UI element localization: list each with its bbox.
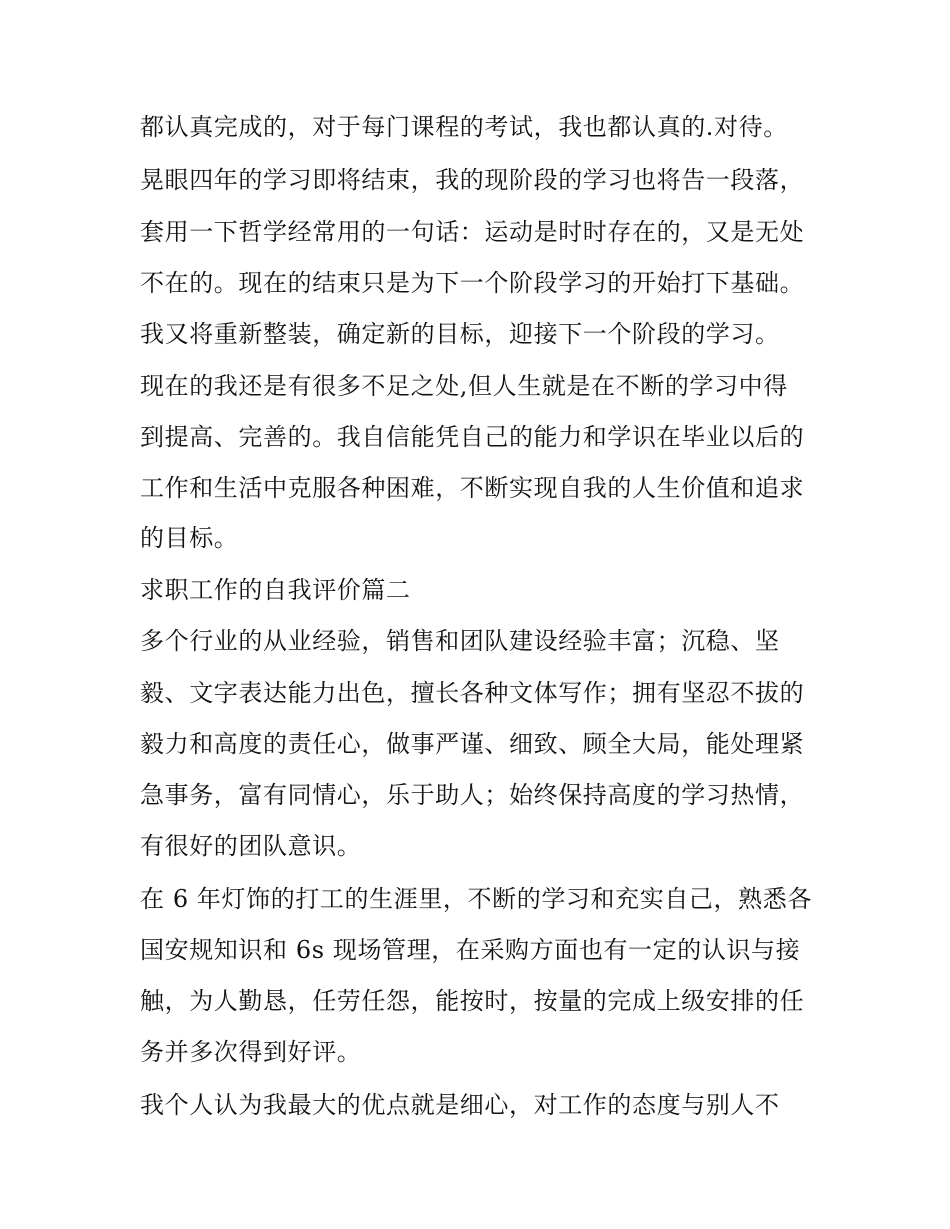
text-line: 毅、文字表达能力出色，擅长各种文体写作；拥有坚忍不拔的 <box>140 679 805 707</box>
text-line: 有很好的团队意识。 <box>140 832 362 860</box>
text-line: 急事务，富有同情心，乐于助人；始终保持高度的学习热情， <box>140 781 805 809</box>
text-line: 工作和生活中克服各种困难，不断实现自我的人生价值和追求 <box>140 474 805 502</box>
text-line: 在 6 年灯饰的打工的生涯里，不断的学习和充实自己，熟悉各 <box>140 885 812 913</box>
text-line: 我个人认为我最大的优点就是细心，对工作的态度与别人不 <box>140 1091 780 1119</box>
text-line: 多个行业的从业经验，销售和团队建设经验丰富；沉稳、坚 <box>140 627 780 655</box>
text-line: 务并多次得到好评。 <box>140 1038 362 1066</box>
text-line: 到提高、完善的。我自信能凭自己的能力和学识在毕业以后的 <box>140 423 805 451</box>
text-line: 毅力和高度的责任心，做事严谨、细致、顾全大局，能处理紧 <box>140 730 805 758</box>
text-line: 晃眼四年的学习即将结束，我的现阶段的学习也将告一段落， <box>140 166 805 194</box>
text-line: 不在的。现在的结束只是为下一个阶段学习的开始打下基础。 <box>140 269 805 297</box>
text-line: 套用一下哲学经常用的一句话：运动是时时存在的，又是无处 <box>140 218 805 246</box>
text-line: 国安规知识和 6s 现场管理，在采购方面也有一定的认识与接 <box>140 936 801 964</box>
text-line: 我又将重新整装，确定新的目标，迎接下一个阶段的学习。 <box>140 320 780 348</box>
text-line: 现在的我还是有很多不足之处,但人生就是在不断的学习中得 <box>140 372 788 400</box>
section-heading: 求职工作的自我评价篇二 <box>140 576 411 604</box>
text-line: 触，为人勤恳，任劳任怨，能按时，按量的完成上级安排的任 <box>140 987 805 1015</box>
text-line: 都认真完成的，对于每门课程的考试，我也都认真的.对待。 <box>140 113 788 141</box>
text-line: 的目标。 <box>140 524 239 552</box>
